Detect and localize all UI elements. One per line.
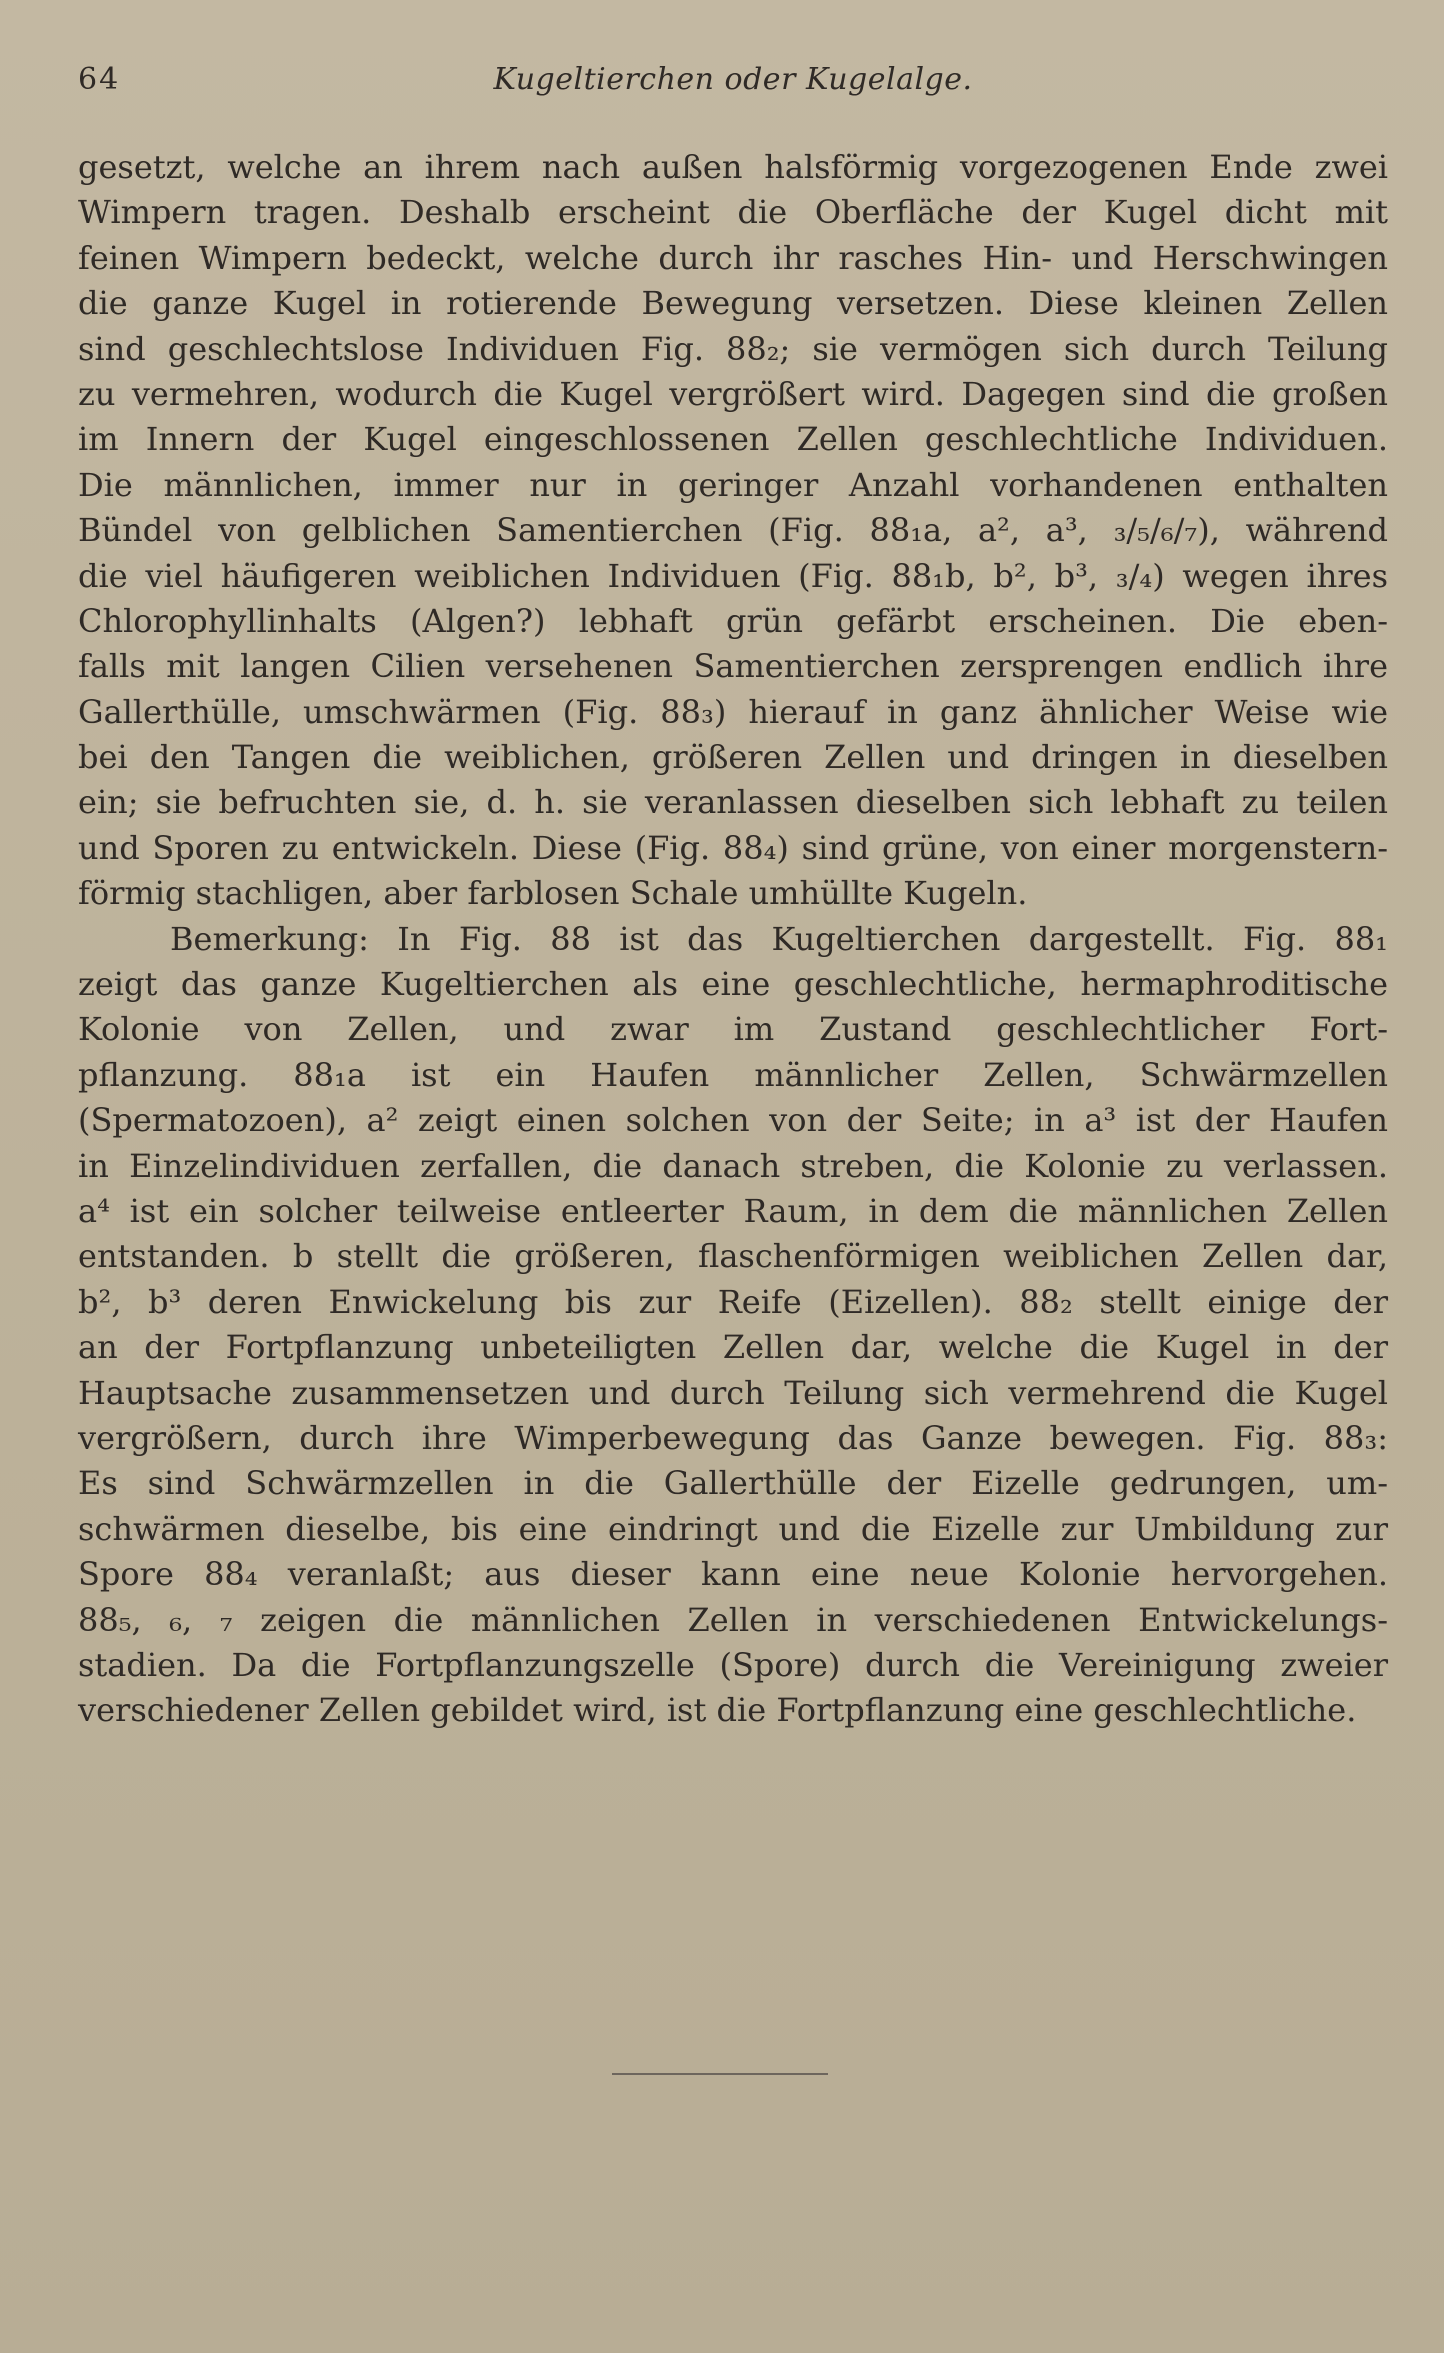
text-line: b², b³ deren Enwickelung bis zur Reife (Eizellen). 88₂ stellt einige der	[78, 1282, 1388, 1321]
text-line: Es sind Schwärmzellen in die Gallerthülle der Eizelle gedrungen, um-	[78, 1464, 1388, 1503]
text-line: zeigt das ganze Kugeltierchen als eine geschlechtliche, hermaphroditische	[78, 965, 1388, 1004]
text-line: stadien. Da die Fortpflanzungszelle (Spore) durch die Vereinigung zweier	[78, 1645, 1388, 1684]
text-line: verschiedener Zellen gebildet wird, ist die Fortpflanzung eine geschlechtliche.	[78, 1691, 1357, 1730]
text-line: falls mit langen Cilien versehenen Samentierchen zersprengen endlich ihre	[78, 647, 1388, 686]
text-line: Chlorophyllinhalts (Algen?) lebhaft grün gefärbt erscheinen. Die eben-	[78, 601, 1388, 640]
page-number: 64	[78, 62, 121, 97]
text-line: Bündel von gelblichen Samentierchen (Fig. 88₁a, a², a³, ₃/₅/₆/₇), während	[78, 511, 1388, 550]
text-line: sind geschlechtslose Individuen Fig. 88₂; sie vermögen sich durch Teilung	[78, 329, 1388, 368]
text-line: Hauptsache zusammensetzen und durch Teilung sich vermehrend die Kugel	[78, 1373, 1388, 1412]
text-line: im Innern der Kugel eingeschlossenen Zellen geschlechtliche Individuen.	[78, 420, 1388, 459]
page-header	[78, 62, 1388, 102]
text-line: feinen Wimpern bedeckt, welche durch ihr rasches Hin- und Herschwingen	[78, 238, 1388, 277]
body-text	[78, 145, 1388, 1734]
running-title: Kugeltierchen oder Kugelalge.	[493, 62, 973, 97]
text-line: entstanden. b stellt die größeren, flaschenförmigen weiblichen Zellen dar,	[78, 1237, 1388, 1276]
text-line: förmig stachligen, aber farblosen Schale umhüllte Kugeln.	[78, 874, 1028, 913]
text-line: gesetzt, welche an ihrem nach außen halsförmig vorgezogenen Ende zwei	[78, 148, 1388, 186]
text-line: (Spermatozoen), a² zeigt einen solchen von der Seite; in a³ ist der Haufen	[78, 1101, 1388, 1140]
remark-line: Bemerkung: In Fig. 88 ist das Kugeltierchen dargestellt. Fig. 88₁	[170, 919, 1388, 958]
section-divider	[612, 2073, 828, 2075]
text-line: 88₅, ₆, ₇ zeigen die männlichen Zellen in verschiedenen Entwickelungs-	[78, 1600, 1388, 1639]
text-line: vergrößern, durch ihre Wimperbewegung das Ganze bewegen. Fig. 88₃:	[78, 1418, 1388, 1457]
text-line: Kolonie von Zellen, und zwar im Zustand geschlechtlicher Fort-	[78, 1010, 1388, 1049]
text-line: bei den Tangen die weiblichen, größeren Zellen und dringen in dieselben	[78, 738, 1388, 777]
text-line: a⁴ ist ein solcher teilweise entleerter Raum, in dem die männlichen Zellen	[78, 1191, 1388, 1230]
text-line: und Sporen zu entwickeln. Diese (Fig. 88₄) sind grüne, von einer morgenstern-	[78, 828, 1388, 867]
text-line: Wimpern tragen. Deshalb erscheint die Oberfläche der Kugel dicht mit	[78, 193, 1388, 232]
text-line: schwärmen dieselbe, bis eine eindringt und die Eizelle zur Umbildung zur	[78, 1509, 1388, 1548]
text-line: ein; sie befruchten sie, d. h. sie veranlassen dieselben sich lebhaft zu teilen	[78, 783, 1388, 822]
text-line: Gallerthülle, umschwärmen (Fig. 88₃) hierauf in ganz ähnlicher Weise wie	[78, 692, 1388, 731]
text-line: die viel häufigeren weiblichen Individuen (Fig. 88₁b, b², b³, ₃/₄) wegen ihres	[78, 556, 1388, 595]
text-line: die ganze Kugel in rotierende Bewegung versetzen. Diese kleinen Zellen	[78, 284, 1388, 323]
text-line: Die männlichen, immer nur in geringer Anzahl vorhandenen enthalten	[78, 465, 1388, 504]
text-line: an der Fortpflanzung unbeteiligten Zellen dar, welche die Kugel in der	[78, 1328, 1388, 1367]
text-line: Spore 88₄ veranlaßt; aus dieser kann eine neue Kolonie hervorgehen.	[78, 1555, 1388, 1594]
text-line: zu vermehren, wodurch die Kugel vergrößert wird. Dagegen sind die großen	[78, 374, 1388, 413]
text-line: pflanzung. 88₁a ist ein Haufen männlicher Zellen, Schwärmzellen	[78, 1055, 1388, 1094]
text-line: in Einzelindividuen zerfallen, die danach streben, die Kolonie zu verlassen.	[78, 1146, 1388, 1185]
